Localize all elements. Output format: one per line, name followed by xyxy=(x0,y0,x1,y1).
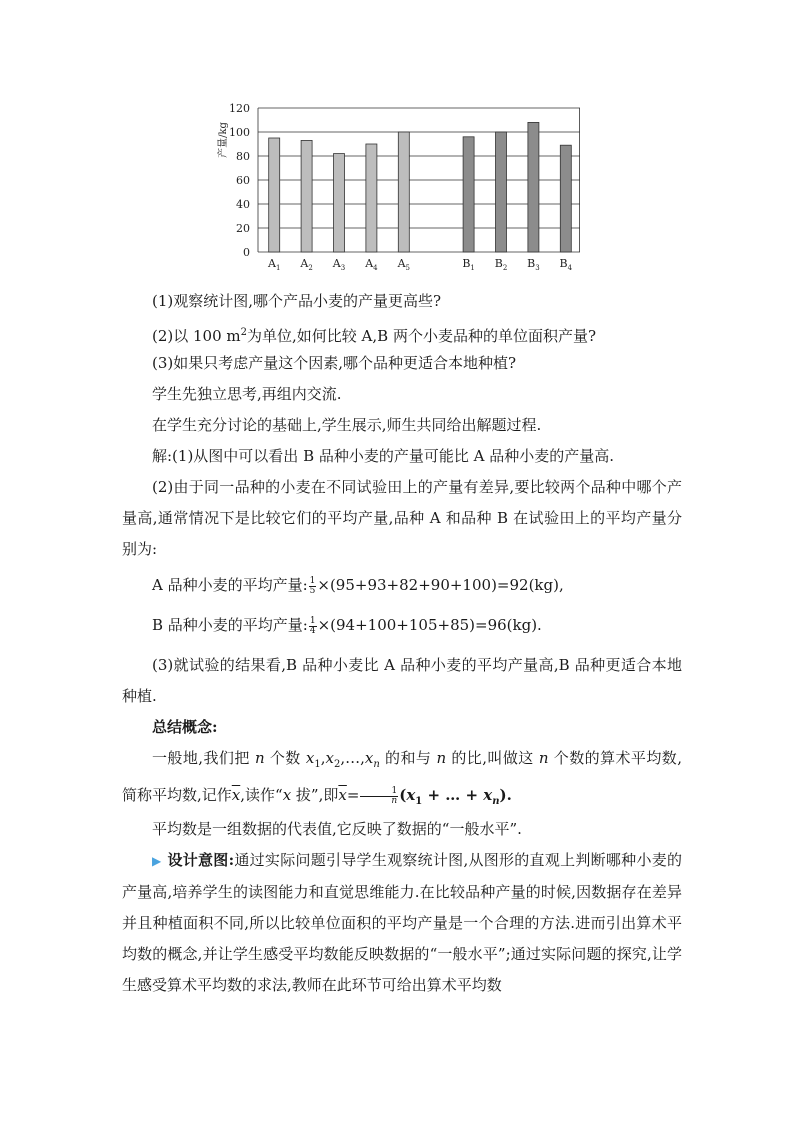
bar-A2 xyxy=(301,140,312,252)
solution-1: 解:(1)从图中可以看出 B 品种小麦的产量可能比 A 品种小麦的产量高. xyxy=(152,447,614,465)
design-intent xyxy=(122,845,682,1001)
y-tick-label: 0 xyxy=(243,246,250,259)
formula-a-label: A 品种小麦的平均产量: xyxy=(152,576,308,594)
bar-A5 xyxy=(398,132,409,252)
y-tick-label: 120 xyxy=(229,102,250,115)
bar-A3 xyxy=(334,154,345,252)
c-t7: 拔”,即 xyxy=(291,786,339,804)
question-3 xyxy=(122,348,682,379)
c-t4: 的比,叫做这 xyxy=(446,749,539,767)
c-t6: ,读作“ xyxy=(240,786,283,804)
c-t2: 个数 xyxy=(264,749,306,767)
c-sn: n xyxy=(373,759,380,770)
bar-B1 xyxy=(463,137,474,252)
formula-b-den: 4 xyxy=(309,625,316,636)
formula-a-num: 1 xyxy=(309,575,316,586)
question-1-text: (1)观察统计图,哪个产品小麦的产量更高些? xyxy=(152,292,442,310)
formula-b-fraction xyxy=(309,617,317,636)
x-tick-label: $A_2$ xyxy=(300,257,313,272)
x-tick-label: $B_1$ xyxy=(462,257,475,272)
y-tick-label: 80 xyxy=(236,150,250,163)
c-xbar: $\overline{x}$ xyxy=(231,786,241,804)
paragraph-think: 学生先独立思考,再组内交流. xyxy=(152,385,342,403)
triangle-icon: ▶ xyxy=(152,854,162,868)
c-x1: x xyxy=(305,749,315,767)
c-s2: 2 xyxy=(333,759,341,770)
x-tick-label: $B_4$ xyxy=(559,257,573,272)
chart-svg xyxy=(210,98,580,278)
question-3-text: (3)如果只考虑产量这个因素,哪个品种更适合本地种植? xyxy=(152,354,517,372)
bar-B4 xyxy=(560,145,571,252)
question-2-pre: (2)以 100 m xyxy=(152,327,241,345)
c-t9: ). xyxy=(499,786,512,804)
question-1 xyxy=(122,286,682,317)
formula-b xyxy=(152,614,542,636)
c-plus: + … + xyxy=(422,786,484,804)
question-2-sup: 2 xyxy=(240,327,248,338)
c-xbar2: $\overline{x}$ xyxy=(338,786,347,804)
bar-A1 xyxy=(269,138,280,252)
solution-2: (2)由于同一品种的小麦在不同试验田上的产量有差异,要比较两个品种中哪个产量高,通常情况下是比较它们的平均产量,品种 A 和品种 B 在试验田上的平均产量分别为: xyxy=(122,478,682,558)
y-tick-label: 60 xyxy=(236,174,250,187)
formula-b-label: B 品种小麦的平均产量: xyxy=(152,616,308,634)
paragraph-discuss: 在学生充分讨论的基础上,学生展示,师生共同给出解题过程. xyxy=(152,416,542,434)
c-fden: n xyxy=(391,795,398,806)
c-dots: ,…, xyxy=(340,749,365,767)
bar-A4 xyxy=(366,144,377,252)
c-fnum: 1 xyxy=(360,787,398,797)
c-n2: n xyxy=(436,749,447,767)
y-tick-label: 20 xyxy=(236,222,250,235)
question-2 xyxy=(122,317,682,352)
c-s1: 1 xyxy=(314,759,321,770)
c-xn: x xyxy=(483,786,493,804)
c-t3: 的和与 xyxy=(379,749,437,767)
c-xread: x xyxy=(282,786,292,804)
design-label: 设计意图: xyxy=(167,851,235,869)
c-comma: , xyxy=(320,749,326,767)
formula-a-den: 5 xyxy=(309,585,316,596)
solution-3: (3)就试验的结果看,B 品种小麦比 A 品种小麦的平均产量高,B 品种更适合本地种植. xyxy=(122,656,682,705)
question-2-post: 为单位,如何比较 A,B 两个小麦品种的单位面积产量? xyxy=(247,327,596,345)
formula-b-num: 1 xyxy=(309,615,316,626)
c-fraction xyxy=(360,787,398,806)
c-x1b: x xyxy=(406,786,416,804)
c-t5: 个数的算术平均数,简称平均数,记作 xyxy=(122,749,682,804)
x-tick-label: $A_3$ xyxy=(332,257,346,272)
x-tick-label: $B_2$ xyxy=(494,257,508,272)
x-tick-label: $A_4$ xyxy=(365,257,378,272)
design-text: 通过实际问题引导学生观察统计图,从图形的直观上判断哪种小麦的产量高,培养学生的读图能力和直觉思维能力.在比较品种产量的时候,因数据存在差异并且种植面积不同,所以比较单位面积的平均产量是一个合理的方法.进而引出算术平均数的概念,并让学生感受平均数能反映数据的“一般水平”;通过实际问题的探究,让学生感受算术平均数的求法,教师在此环节可给出算术平均数 xyxy=(122,851,682,994)
c-x2: x xyxy=(325,749,334,767)
concept-heading: 总结概念: xyxy=(152,718,218,736)
c-x3: x xyxy=(364,749,374,767)
formula-a-fraction xyxy=(309,577,317,596)
c-x1s: 1 xyxy=(415,796,423,807)
y-axis-label: 产量/kg xyxy=(218,122,229,158)
x-tick-label: $B_3$ xyxy=(527,257,540,272)
c-xns: n xyxy=(492,796,500,807)
x-tick-label: $A_1$ xyxy=(267,257,281,272)
x-tick-label: $A_5$ xyxy=(397,257,411,272)
concept-definition xyxy=(122,743,682,817)
bar-chart xyxy=(210,98,580,278)
y-tick-label: 100 xyxy=(229,126,250,139)
c-n1: n xyxy=(254,749,265,767)
c-n3: n xyxy=(538,749,549,767)
y-tick-label: 40 xyxy=(236,198,250,211)
bar-B3 xyxy=(528,122,539,252)
bar-B2 xyxy=(496,132,507,252)
formula-a xyxy=(152,574,564,596)
formula-b-expr: ×(94+100+105+85)=96(kg). xyxy=(317,616,542,634)
formula-a-expr: ×(95+93+82+90+100)=92(kg), xyxy=(317,576,564,594)
summary-text: 平均数是一组数据的代表值,它反映了数据的“一般水平”. xyxy=(152,820,522,838)
c-t1: 一般地,我们把 xyxy=(152,749,255,767)
c-t8: ( xyxy=(399,786,407,804)
c-eq: = xyxy=(346,786,360,804)
